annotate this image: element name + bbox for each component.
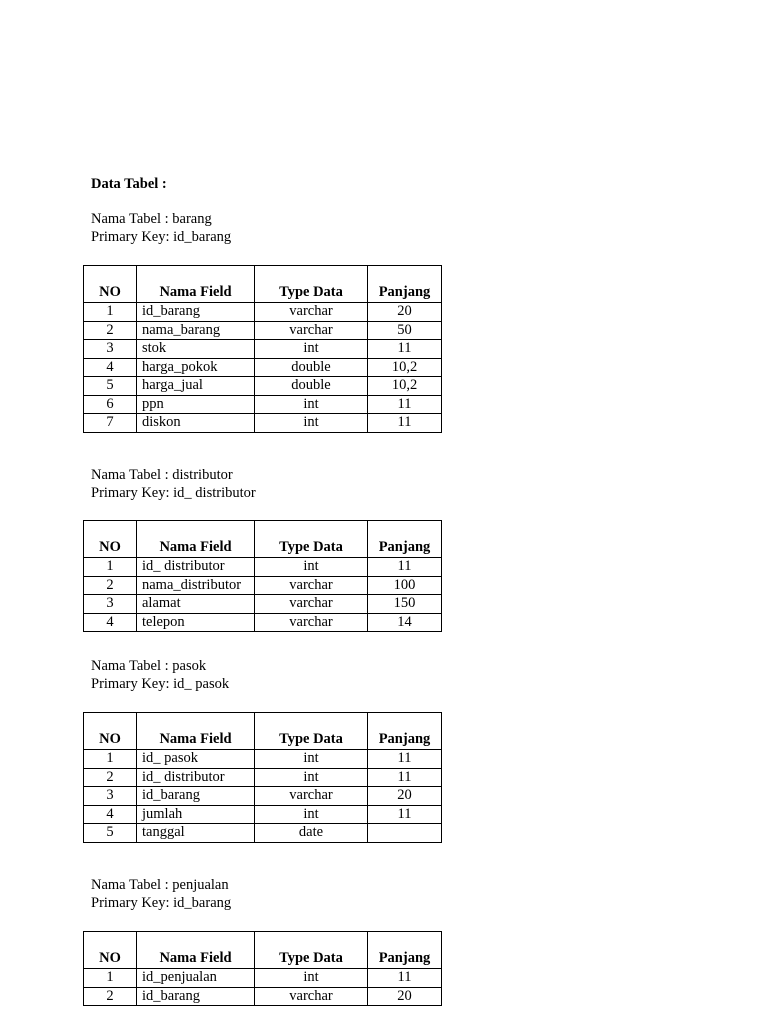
cell-type: int (255, 558, 368, 577)
table-name-line: Nama Tabel : penjualan (91, 877, 229, 893)
cell-field: id_barang (137, 987, 255, 1006)
cell-no: 6 (84, 395, 137, 414)
cell-length: 11 (368, 750, 442, 769)
cell-type: int (255, 414, 368, 433)
cell-no: 4 (84, 805, 137, 824)
cell-no: 5 (84, 377, 137, 396)
cell-no: 2 (84, 768, 137, 787)
cell-type: double (255, 377, 368, 396)
cell-length: 14 (368, 613, 442, 632)
table-row (84, 805, 442, 824)
cell-length: 11 (368, 805, 442, 824)
header-no: NO (84, 266, 137, 303)
table-name-line: Nama Tabel : barang (91, 211, 212, 227)
field-table-distributor (83, 520, 442, 632)
cell-field: id_penjualan (137, 969, 255, 988)
cell-length: 10,2 (368, 358, 442, 377)
table-meta-pasok (91, 657, 229, 693)
cell-type: varchar (255, 787, 368, 806)
field-table-barang (83, 265, 442, 433)
cell-field: id_barang (137, 787, 255, 806)
cell-type: int (255, 805, 368, 824)
header-length: Panjang (368, 266, 442, 303)
table-row (84, 414, 442, 433)
table-row (84, 377, 442, 396)
cell-field: id_ pasok (137, 750, 255, 769)
table-row (84, 613, 442, 632)
cell-length: 20 (368, 987, 442, 1006)
document-heading: Data Tabel : (91, 176, 167, 192)
cell-length: 11 (368, 969, 442, 988)
cell-no: 5 (84, 824, 137, 843)
cell-field: ppn (137, 395, 255, 414)
cell-no: 2 (84, 987, 137, 1006)
table-row (84, 303, 442, 322)
cell-field: harga_jual (137, 377, 255, 396)
primary-key-line: Primary Key: id_barang (91, 229, 232, 245)
header-no: NO (84, 932, 137, 969)
cell-type: varchar (255, 321, 368, 340)
cell-type: varchar (255, 576, 368, 595)
cell-type: varchar (255, 613, 368, 632)
cell-length: 20 (368, 787, 442, 806)
cell-field: diskon (137, 414, 255, 433)
cell-field: id_barang (137, 303, 255, 322)
cell-length: 11 (368, 558, 442, 577)
header-type-data: Type Data (255, 266, 368, 303)
cell-no: 4 (84, 358, 137, 377)
cell-type: int (255, 768, 368, 787)
cell-length: 100 (368, 576, 442, 595)
cell-type: int (255, 395, 368, 414)
cell-no: 4 (84, 613, 137, 632)
cell-field: nama_barang (137, 321, 255, 340)
field-table-penjualan (83, 931, 442, 1006)
cell-type: double (255, 358, 368, 377)
cell-field: telepon (137, 613, 255, 632)
cell-length: 11 (368, 340, 442, 359)
header-type-data: Type Data (255, 932, 368, 969)
table-row (84, 576, 442, 595)
table-header-row (84, 266, 442, 303)
cell-type: varchar (255, 987, 368, 1006)
cell-field: id_ distributor (137, 768, 255, 787)
table-row (84, 340, 442, 359)
table-row (84, 969, 442, 988)
cell-no: 2 (84, 321, 137, 340)
cell-no: 3 (84, 595, 137, 614)
table-row (84, 558, 442, 577)
header-length: Panjang (368, 932, 442, 969)
header-length: Panjang (368, 713, 442, 750)
header-type-data: Type Data (255, 713, 368, 750)
primary-key-line: Primary Key: id_ pasok (91, 676, 230, 692)
header-field-name: Nama Field (137, 713, 255, 750)
cell-length: 11 (368, 768, 442, 787)
cell-no: 1 (84, 558, 137, 577)
header-type-data: Type Data (255, 521, 368, 558)
table-row (84, 750, 442, 769)
table-name-line: Nama Tabel : distributor (91, 467, 233, 483)
cell-no: 3 (84, 340, 137, 359)
table-name-line: Nama Tabel : pasok (91, 658, 207, 674)
cell-type: varchar (255, 595, 368, 614)
cell-length: 50 (368, 321, 442, 340)
header-no: NO (84, 713, 137, 750)
cell-field: harga_pokok (137, 358, 255, 377)
primary-key-line: Primary Key: id_barang (91, 895, 232, 911)
table-row (84, 987, 442, 1006)
table-row (84, 395, 442, 414)
cell-no: 1 (84, 303, 137, 322)
cell-length: 11 (368, 395, 442, 414)
cell-length: 150 (368, 595, 442, 614)
cell-no: 3 (84, 787, 137, 806)
header-no: NO (84, 521, 137, 558)
header-length: Panjang (368, 521, 442, 558)
header-field-name: Nama Field (137, 521, 255, 558)
cell-type: int (255, 750, 368, 769)
cell-no: 1 (84, 750, 137, 769)
cell-no: 1 (84, 969, 137, 988)
cell-field: stok (137, 340, 255, 359)
table-meta-penjualan (91, 876, 231, 912)
cell-type: int (255, 340, 368, 359)
cell-type: date (255, 824, 368, 843)
header-field-name: Nama Field (137, 266, 255, 303)
table-row (84, 595, 442, 614)
table-row (84, 321, 442, 340)
table-row (84, 824, 442, 843)
cell-field: alamat (137, 595, 255, 614)
cell-no: 7 (84, 414, 137, 433)
cell-type: int (255, 969, 368, 988)
cell-field: jumlah (137, 805, 255, 824)
table-row (84, 787, 442, 806)
cell-length: 11 (368, 414, 442, 433)
cell-field: id_ distributor (137, 558, 255, 577)
header-field-name: Nama Field (137, 932, 255, 969)
cell-field: tanggal (137, 824, 255, 843)
table-header-row (84, 521, 442, 558)
cell-length: 20 (368, 303, 442, 322)
table-meta-barang (91, 210, 231, 246)
table-header-row (84, 932, 442, 969)
table-row (84, 358, 442, 377)
cell-field: nama_distributor (137, 576, 255, 595)
cell-type: varchar (255, 303, 368, 322)
cell-length (368, 824, 442, 843)
field-table-pasok (83, 712, 442, 843)
primary-key-line: Primary Key: id_ distributor (91, 485, 256, 501)
cell-length: 10,2 (368, 377, 442, 396)
table-header-row (84, 713, 442, 750)
table-row (84, 768, 442, 787)
table-meta-distributor (91, 466, 256, 502)
cell-no: 2 (84, 576, 137, 595)
